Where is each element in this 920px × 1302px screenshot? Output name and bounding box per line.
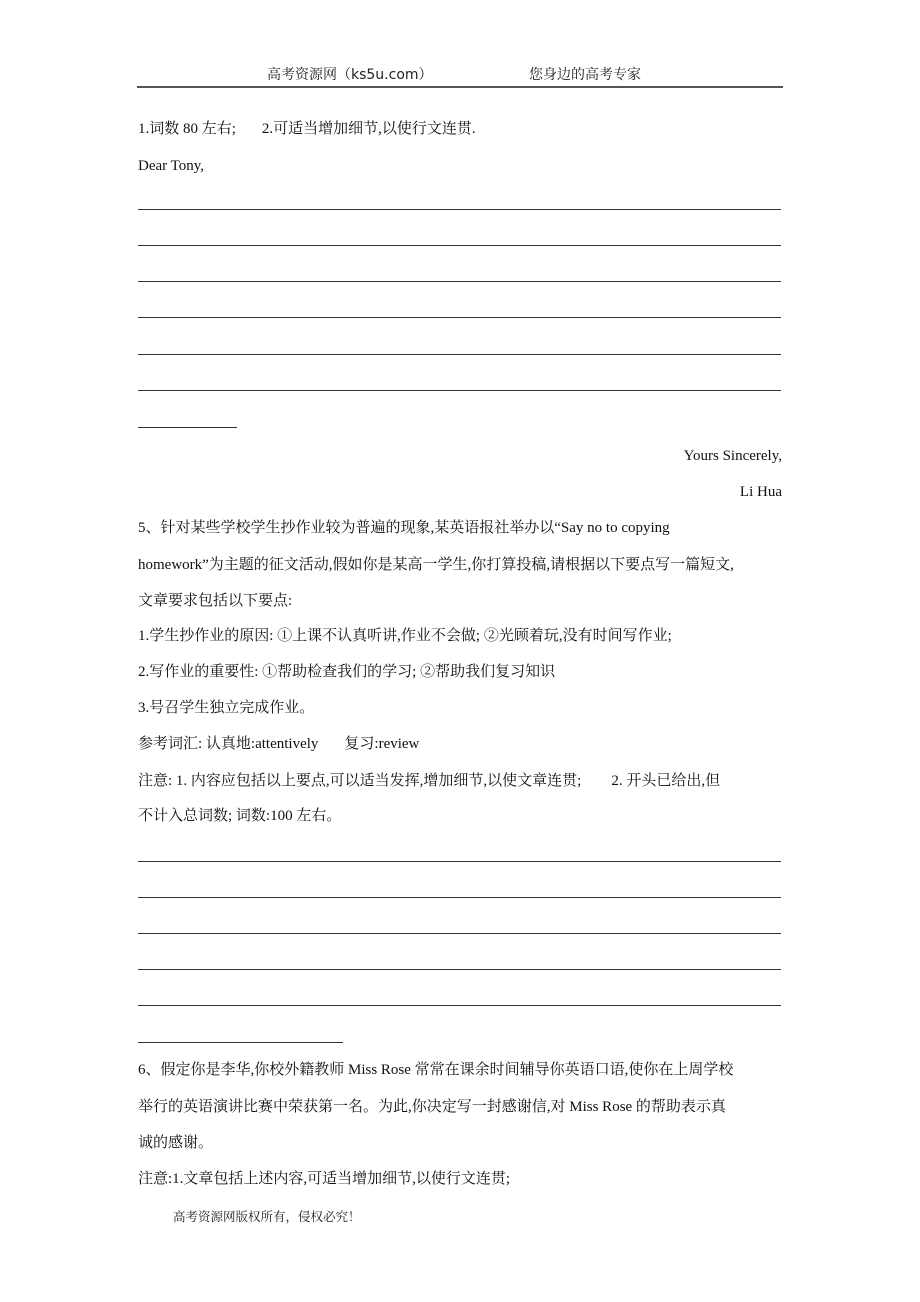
answer-line[interactable] <box>138 933 781 934</box>
answer-line[interactable] <box>138 354 781 355</box>
page-header <box>137 62 783 88</box>
notes-part2: 2. 开头已给出,但 <box>611 773 721 789</box>
letter-closing: Yours Sincerely, <box>683 448 782 464</box>
answer-line[interactable] <box>138 861 781 862</box>
notes-part1: 注意: 1. 内容应包括以上要点,可以适当发挥,增加细节,以使文章连贯; <box>138 773 582 789</box>
section5-vocab-line <box>138 734 419 754</box>
section5-prompt-line2: homework”为主题的征文活动,假如你是某高一学生,你打算投稿,请根据以下要点写一篇短文, <box>138 557 734 573</box>
requirement-word-count: 1.词数 80 左右; <box>138 121 236 137</box>
letter-signature: Li Hua <box>739 484 782 500</box>
page-footer-copyright: 高考资源网版权所有，侵权必究！ <box>173 1209 361 1224</box>
answer-line-short[interactable] <box>138 427 237 428</box>
answer-line[interactable] <box>138 1005 781 1006</box>
section6-prompt-line1: 6、假定你是李华,你校外籍教师 Miss Rose 常常在课余时间辅导你英语口语,使你在上周学校 <box>138 1062 734 1078</box>
vocab-attentively: 参考词汇: 认真地:attentively <box>138 736 319 752</box>
section5-prompt-line3: 文章要求包括以下要点: <box>138 593 293 609</box>
section5-notes-line1 <box>138 771 720 791</box>
section5-point-3: 3.号召学生独立完成作业。 <box>138 700 315 716</box>
section5-prompt-line1: 5、针对某些学校学生抄作业较为普遍的现象,某英语报社举办以“Say no to copying <box>138 520 670 536</box>
answer-line[interactable] <box>138 897 781 898</box>
vocab-review: 复习:review <box>344 736 420 752</box>
answer-line[interactable] <box>138 390 781 391</box>
answer-line-short[interactable] <box>138 1042 343 1043</box>
answer-line[interactable] <box>138 209 781 210</box>
requirement-coherence: 2.可适当增加细节,以使行文连贯. <box>261 121 476 137</box>
answer-line[interactable] <box>138 317 781 318</box>
letter-salutation: Dear Tony, <box>138 158 205 174</box>
requirements-line <box>138 119 476 139</box>
section5-point-2: 2.写作业的重要性: ①帮助检查我们的学习; ②帮助我们复习知识 <box>138 664 556 680</box>
answer-line[interactable] <box>138 969 781 970</box>
answer-line[interactable] <box>138 245 781 246</box>
header-site-name: 高考资源网（ks5u.com） <box>267 67 433 83</box>
answer-line[interactable] <box>138 281 781 282</box>
section5-point-1: 1.学生抄作业的原因: ①上课不认真听讲,作业不会做; ②光顾着玩,没有时间写作业; <box>138 628 672 644</box>
section5-notes-line2: 不计入总词数; 词数:100 左右。 <box>138 808 342 824</box>
header-slogan: 您身边的高考专家 <box>529 67 641 83</box>
section6-prompt-line2: 举行的英语演讲比赛中荣获第一名。为此,你决定写一封感谢信,对 Miss Rose 的帮助表示真 <box>138 1099 726 1115</box>
section6-prompt-line3: 诚的感谢。 <box>138 1135 214 1151</box>
section6-note: 注意:1.文章包括上述内容,可适当增加细节,以使行文连贯; <box>138 1171 511 1187</box>
